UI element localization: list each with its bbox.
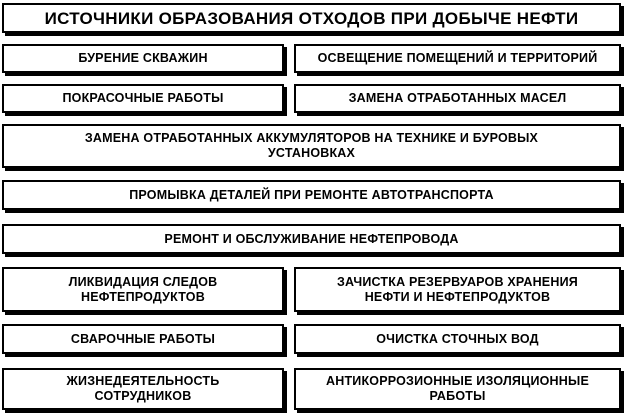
source-box-pipeline-maintenance [2, 224, 621, 254]
source-label: ЗАМЕНА ОТРАБОТАННЫХ АККУМУЛЯТОРОВ НА ТЕХНИКЕ И БУРОВЫХ УСТАНОВКАХ [84, 131, 539, 160]
source-label: ЖИЗНЕДЕЯТЕЛЬНОСТЬ СОТРУДНИКОВ [66, 374, 220, 403]
source-box-tank-cleaning [294, 267, 621, 312]
source-label: ОЧИСТКА СТОЧНЫХ ВОД [376, 331, 539, 346]
source-label: РЕМОНТ И ОБСЛУЖИВАНИЕ НЕФТЕПРОВОДА [164, 231, 459, 246]
source-box-spill-cleanup [2, 267, 284, 312]
source-label: БУРЕНИЕ СКВАЖИН [78, 51, 208, 65]
source-box-wastewater-treatment [294, 324, 621, 354]
source-box-anticorrosion-works [294, 368, 621, 410]
source-label: ОСВЕЩЕНИЕ ПОМЕЩЕНИЙ И ТЕРРИТОРИЙ [317, 51, 598, 65]
source-box-painting [2, 84, 284, 113]
source-box-lighting [294, 44, 621, 73]
source-label: ЛИКВИДАЦИЯ СЛЕДОВ НЕФТЕПРОДУКТОВ [68, 274, 218, 304]
source-label: СВАРОЧНЫЕ РАБОТЫ [70, 331, 216, 346]
diagram-title [2, 3, 621, 33]
source-box-welding [2, 324, 284, 354]
source-box-well-drilling [2, 44, 284, 73]
source-box-parts-washing [2, 180, 621, 210]
source-box-oil-replacement [294, 84, 621, 113]
source-box-battery-replacement [2, 124, 621, 168]
source-label: ПОКРАСОЧНЫЕ РАБОТЫ [62, 91, 224, 105]
source-label: ПРОМЫВКА ДЕТАЛЕЙ ПРИ РЕМОНТЕ АВТОТРАНСПОРТА [129, 187, 494, 202]
source-label: ЗАЧИСТКА РЕЗЕРВУАРОВ ХРАНЕНИЯ НЕФТИ И НЕФТЕПРОДУКТОВ [337, 274, 578, 304]
source-label: АНТИКОРРОЗИОННЫЕ ИЗОЛЯЦИОННЫЕ РАБОТЫ [326, 374, 589, 403]
source-box-staff-activity [2, 368, 284, 410]
diagram-title-text: ИСТОЧНИКИ ОБРАЗОВАНИЯ ОТХОДОВ ПРИ ДОБЫЧЕ НЕФТИ [44, 8, 579, 28]
source-label: ЗАМЕНА ОТРАБОТАННЫХ МАСЕЛ [348, 91, 567, 105]
